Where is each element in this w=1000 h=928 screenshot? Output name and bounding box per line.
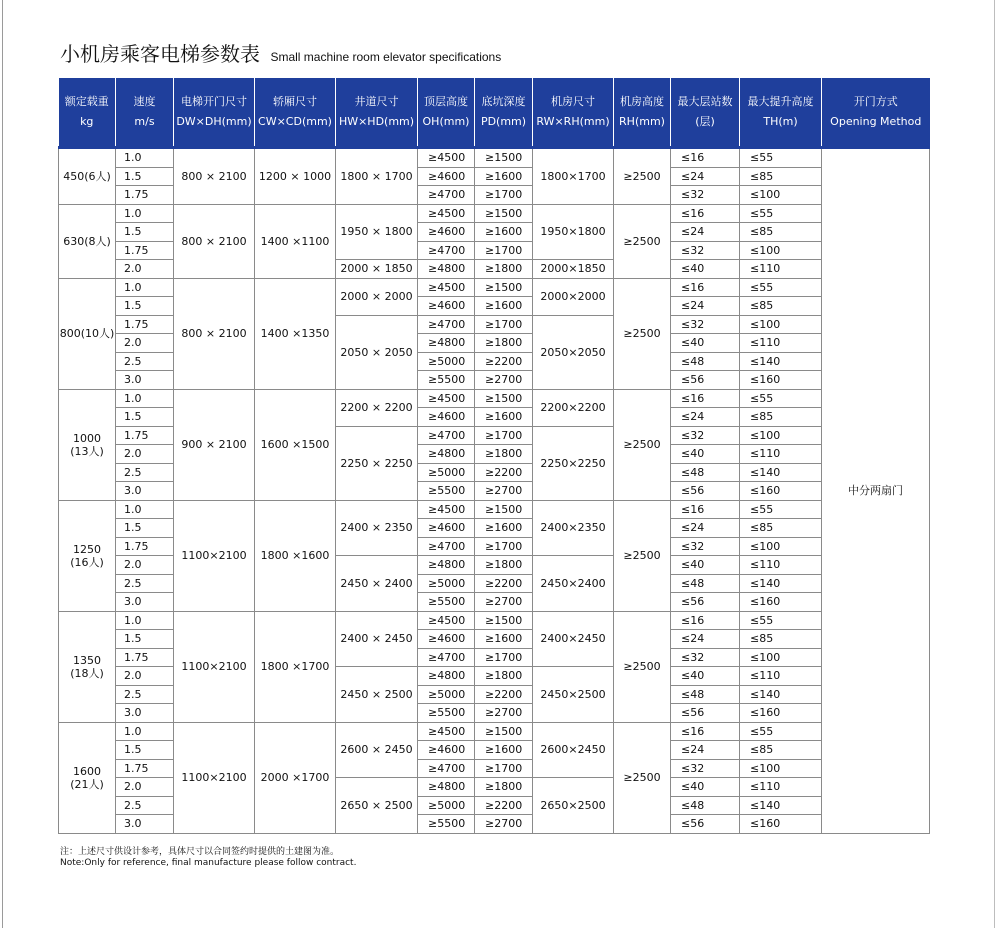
column-header-label: 顶层高度 [424,95,468,108]
column-header-label: 井道尺寸 [354,95,399,108]
cell-speed: 2.0 [116,334,174,353]
cell-max-floors: ≤32 [671,186,740,205]
column-header-unit: CW×CD(mm) [258,115,332,128]
cell-car-size: 1800 ×1700 [255,611,336,722]
table-row [59,500,930,519]
cell-pit-depth: ≥1600 [475,630,533,649]
cell-overhead: ≥4700 [418,186,475,205]
cell-travel-height: ≤100 [740,537,822,556]
cell-max-floors: ≤40 [671,334,740,353]
cell-travel-height: ≤160 [740,482,822,501]
cell-overhead: ≥4500 [418,500,475,519]
cell-pit-depth: ≥1500 [475,148,533,168]
cell-travel-height: ≤140 [740,574,822,593]
cell-machine-room-size: 2650×2500 [533,778,614,834]
cell-overhead: ≥4700 [418,315,475,334]
column-header-unit: PD(mm) [480,115,527,128]
cell-overhead: ≥5500 [418,371,475,390]
column-header-unit: TH(m) [763,115,798,128]
cell-speed: 1.75 [116,186,174,205]
column-header [116,78,174,148]
cell-overhead: ≥4700 [418,426,475,445]
column-header-unit: DW×DH(mm) [176,115,252,128]
column-header [740,78,822,148]
cell-overhead: ≥4500 [418,389,475,408]
cell-machine-room-height: ≥2500 [614,389,671,500]
cell-max-floors: ≤24 [671,519,740,538]
cell-travel-height: ≤140 [740,796,822,815]
column-header [614,78,671,148]
cell-speed: 1.0 [116,389,174,408]
column-header-label: 机房高度 [620,95,664,108]
cell-travel-height: ≤100 [740,241,822,260]
cell-speed: 1.0 [116,148,174,168]
cell-overhead: ≥4500 [418,148,475,168]
cell-travel-height: ≤85 [740,519,822,538]
cell-max-floors: ≤56 [671,704,740,723]
cell-speed: 2.0 [116,667,174,686]
cell-speed: 2.5 [116,574,174,593]
cell-travel-height: ≤55 [740,611,822,630]
cell-shaft-size: 2650 × 2500 [336,778,418,834]
cell-car-size: 1200 × 1000 [255,148,336,205]
column-header-unit: RW×RH(mm) [536,115,610,128]
cell-max-floors: ≤16 [671,148,740,168]
cell-pit-depth: ≥2200 [475,685,533,704]
cell-shaft-size: 2050 × 2050 [336,315,418,389]
cell-speed: 3.0 [116,593,174,612]
cell-speed: 2.5 [116,685,174,704]
cell-travel-height: ≤100 [740,648,822,667]
cell-max-floors: ≤16 [671,389,740,408]
cell-pit-depth: ≥1500 [475,204,533,223]
cell-overhead: ≥4800 [418,260,475,279]
cell-speed: 1.5 [116,167,174,186]
cell-machine-room-size: 2000×1850 [533,260,614,279]
cell-travel-height: ≤85 [740,630,822,649]
cell-machine-room-height: ≥2500 [614,148,671,205]
cell-travel-height: ≤100 [740,426,822,445]
cell-speed: 2.5 [116,796,174,815]
cell-speed: 3.0 [116,371,174,390]
cell-machine-room-size: 2400×2450 [533,611,614,667]
column-header [255,78,336,148]
cell-travel-height: ≤110 [740,667,822,686]
cell-max-floors: ≤56 [671,482,740,501]
cell-speed: 1.75 [116,241,174,260]
cell-travel-height: ≤55 [740,204,822,223]
cell-max-floors: ≤40 [671,556,740,575]
table-row [59,389,930,408]
frame-border-right [994,0,995,928]
cell-pit-depth: ≥1800 [475,260,533,279]
cell-pit-depth: ≥1600 [475,519,533,538]
table-row [59,204,930,223]
cell-shaft-size: 2000 × 1850 [336,260,418,279]
cell-max-floors: ≤40 [671,260,740,279]
cell-door-size: 1100×2100 [174,500,255,611]
column-header-label: 最大层站数 [677,95,733,108]
column-header-label: 速度 [133,95,156,108]
cell-shaft-size: 2200 × 2200 [336,389,418,426]
cell-travel-height: ≤100 [740,186,822,205]
column-header [475,78,533,148]
cell-pit-depth: ≥1500 [475,278,533,297]
cell-pit-depth: ≥2200 [475,574,533,593]
cell-max-floors: ≤32 [671,759,740,778]
cell-shaft-size: 2400 × 2450 [336,611,418,667]
cell-speed: 1.0 [116,500,174,519]
cell-pit-depth: ≥1800 [475,778,533,797]
column-header-unit: kg [80,115,94,128]
cell-travel-height: ≤140 [740,463,822,482]
table-row [59,148,930,168]
column-header [418,78,475,148]
cell-speed: 1.5 [116,408,174,427]
cell-pit-depth: ≥1700 [475,648,533,667]
cell-car-size: 1800 ×1600 [255,500,336,611]
cell-overhead: ≥4700 [418,759,475,778]
cell-machine-room-size: 2000×2000 [533,278,614,315]
cell-overhead: ≥5500 [418,704,475,723]
column-header-unit: HW×HD(mm) [338,115,415,128]
cell-max-floors: ≤16 [671,204,740,223]
cell-machine-room-size: 1950×1800 [533,204,614,260]
cell-travel-height: ≤55 [740,148,822,168]
column-header-label: 电梯开门尺寸 [181,95,247,108]
cell-pit-depth: ≥2700 [475,704,533,723]
cell-overhead: ≥5500 [418,482,475,501]
cell-overhead: ≥4800 [418,556,475,575]
column-header [822,78,930,148]
column-header-label: 最大提升高度 [747,95,814,108]
cell-rated-load: 630(8人) [59,204,116,278]
cell-speed: 1.5 [116,223,174,242]
cell-speed: 2.0 [116,260,174,279]
cell-pit-depth: ≥2200 [475,796,533,815]
cell-machine-room-height: ≥2500 [614,500,671,611]
cell-machine-room-size: 2450×2500 [533,667,614,723]
cell-pit-depth: ≥1700 [475,241,533,260]
cell-machine-room-size: 2200×2200 [533,389,614,426]
table-body [59,148,930,834]
table-row [59,278,930,297]
cell-max-floors: ≤32 [671,315,740,334]
cell-machine-room-size: 2250×2250 [533,426,614,500]
cell-speed: 1.75 [116,537,174,556]
cell-travel-height: ≤110 [740,445,822,464]
cell-speed: 2.0 [116,445,174,464]
column-header-unit: RH(mm) [619,115,665,128]
table-row [59,722,930,741]
cell-travel-height: ≤55 [740,389,822,408]
column-header-label: 轿厢尺寸 [273,95,317,108]
cell-pit-depth: ≥2200 [475,463,533,482]
cell-overhead: ≥4600 [418,741,475,760]
cell-max-floors: ≤32 [671,537,740,556]
cell-pit-depth: ≥1500 [475,389,533,408]
cell-shaft-size: 2000 × 2000 [336,278,418,315]
cell-car-size: 1600 ×1500 [255,389,336,500]
cell-pit-depth: ≥1500 [475,500,533,519]
table-row [59,611,930,630]
cell-pit-depth: ≥1600 [475,167,533,186]
cell-speed: 1.75 [116,759,174,778]
column-header-unit: m/s [134,115,155,128]
cell-speed: 3.0 [116,815,174,834]
cell-pit-depth: ≥2700 [475,482,533,501]
cell-travel-height: ≤100 [740,759,822,778]
cell-max-floors: ≤48 [671,463,740,482]
column-header [336,78,418,148]
cell-travel-height: ≤110 [740,334,822,353]
cell-overhead: ≥5500 [418,593,475,612]
cell-overhead: ≥4800 [418,778,475,797]
column-header-label: 开门方式 [853,95,898,108]
cell-max-floors: ≤24 [671,741,740,760]
cell-speed: 1.0 [116,722,174,741]
page-title [60,38,501,67]
cell-shaft-size: 2400 × 2350 [336,500,418,556]
column-header-unit: OH(mm) [422,115,470,128]
cell-pit-depth: ≥1600 [475,223,533,242]
cell-machine-room-size: 2050×2050 [533,315,614,389]
cell-speed: 1.75 [116,315,174,334]
cell-speed: 1.0 [116,278,174,297]
cell-machine-room-size: 2450×2400 [533,556,614,612]
cell-shaft-size: 1950 × 1800 [336,204,418,260]
cell-pit-depth: ≥2700 [475,371,533,390]
cell-overhead: ≥4800 [418,334,475,353]
cell-rated-load: 1600 (21人) [59,722,116,833]
cell-pit-depth: ≥1500 [475,722,533,741]
cell-machine-room-height: ≥2500 [614,722,671,833]
cell-overhead: ≥4800 [418,445,475,464]
column-header-label: 机房尺寸 [551,95,595,108]
cell-machine-room-size: 1800×1700 [533,148,614,205]
cell-travel-height: ≤140 [740,352,822,371]
cell-pit-depth: ≥1800 [475,667,533,686]
cell-max-floors: ≤32 [671,426,740,445]
cell-door-size: 1100×2100 [174,722,255,833]
cell-max-floors: ≤56 [671,371,740,390]
cell-max-floors: ≤32 [671,241,740,260]
frame-border-left [2,0,3,928]
cell-overhead: ≥5000 [418,463,475,482]
cell-speed: 1.0 [116,204,174,223]
column-header-label: 底坑深度 [481,95,526,108]
footnote-en: Note:Only for reference, final manufacture please follow contract. [60,858,357,868]
cell-rated-load: 800(10人) [59,278,116,389]
cell-pit-depth: ≥1700 [475,537,533,556]
page-title-cn: 小机房乘客电梯参数表 [60,42,260,66]
cell-shaft-size: 2450 × 2500 [336,667,418,723]
column-header-label: 额定载重 [64,95,109,108]
cell-max-floors: ≤16 [671,500,740,519]
cell-travel-height: ≤160 [740,704,822,723]
cell-rated-load: 1250 (16人) [59,500,116,611]
column-header-unit: (层) [695,115,715,128]
cell-max-floors: ≤48 [671,352,740,371]
cell-pit-depth: ≥1800 [475,445,533,464]
cell-overhead: ≥5500 [418,815,475,834]
cell-rated-load: 1350 (18人) [59,611,116,722]
cell-travel-height: ≤110 [740,778,822,797]
cell-max-floors: ≤40 [671,778,740,797]
cell-pit-depth: ≥1700 [475,315,533,334]
cell-travel-height: ≤55 [740,278,822,297]
cell-max-floors: ≤40 [671,445,740,464]
cell-pit-depth: ≥1500 [475,611,533,630]
cell-pit-depth: ≥2700 [475,815,533,834]
column-header-unit: Opening Method [830,115,922,128]
cell-machine-room-height: ≥2500 [614,278,671,389]
cell-pit-depth: ≥1700 [475,186,533,205]
cell-speed: 2.0 [116,778,174,797]
cell-speed: 1.5 [116,741,174,760]
cell-overhead: ≥4500 [418,278,475,297]
column-header [174,78,255,148]
cell-max-floors: ≤48 [671,574,740,593]
cell-max-floors: ≤24 [671,630,740,649]
table-header-row [59,78,930,148]
cell-pit-depth: ≥1700 [475,426,533,445]
cell-door-size: 800 × 2100 [174,278,255,389]
cell-speed: 1.5 [116,630,174,649]
cell-overhead: ≥4700 [418,648,475,667]
cell-overhead: ≥4700 [418,537,475,556]
cell-travel-height: ≤160 [740,593,822,612]
cell-travel-height: ≤160 [740,371,822,390]
cell-speed: 2.5 [116,463,174,482]
cell-shaft-size: 1800 × 1700 [336,148,418,205]
cell-pit-depth: ≥1800 [475,556,533,575]
cell-overhead: ≥4500 [418,722,475,741]
cell-travel-height: ≤160 [740,815,822,834]
footnote-cn: 注：上述尺寸供设计参考，具体尺寸以合同签约时提供的土建图为准。 [60,847,340,857]
cell-shaft-size: 2450 × 2400 [336,556,418,612]
cell-machine-room-size: 2600×2450 [533,722,614,778]
cell-max-floors: ≤16 [671,722,740,741]
cell-overhead: ≥4500 [418,204,475,223]
cell-travel-height: ≤85 [740,297,822,316]
cell-travel-height: ≤110 [740,260,822,279]
cell-speed: 1.75 [116,426,174,445]
cell-travel-height: ≤140 [740,685,822,704]
cell-travel-height: ≤85 [740,408,822,427]
cell-speed: 3.0 [116,704,174,723]
cell-max-floors: ≤56 [671,593,740,612]
page-title-en: Small machine room elevator specifications [270,50,502,64]
cell-travel-height: ≤85 [740,741,822,760]
cell-max-floors: ≤48 [671,796,740,815]
cell-travel-height: ≤110 [740,556,822,575]
cell-max-floors: ≤32 [671,648,740,667]
cell-rated-load: 1000 (13人) [59,389,116,500]
cell-machine-room-height: ≥2500 [614,204,671,278]
cell-max-floors: ≤48 [671,685,740,704]
cell-pit-depth: ≥2200 [475,352,533,371]
cell-overhead: ≥4600 [418,167,475,186]
cell-max-floors: ≤24 [671,167,740,186]
cell-pit-depth: ≥2700 [475,593,533,612]
cell-speed: 2.5 [116,352,174,371]
cell-speed: 1.5 [116,297,174,316]
column-header [533,78,614,148]
cell-overhead: ≥5000 [418,352,475,371]
cell-door-size: 800 × 2100 [174,148,255,205]
cell-pit-depth: ≥1600 [475,741,533,760]
cell-speed: 1.75 [116,648,174,667]
cell-travel-height: ≤100 [740,315,822,334]
cell-car-size: 1400 ×1350 [255,278,336,389]
cell-overhead: ≥4600 [418,223,475,242]
cell-overhead: ≥4600 [418,297,475,316]
cell-max-floors: ≤40 [671,667,740,686]
cell-travel-height: ≤85 [740,167,822,186]
specification-table [58,78,930,834]
cell-pit-depth: ≥1700 [475,759,533,778]
footnote [60,847,356,869]
cell-overhead: ≥4700 [418,241,475,260]
cell-speed: 1.0 [116,611,174,630]
cell-machine-room-size: 2400×2350 [533,500,614,556]
cell-overhead: ≥5000 [418,574,475,593]
cell-overhead: ≥4600 [418,408,475,427]
cell-pit-depth: ≥1600 [475,408,533,427]
cell-max-floors: ≤24 [671,297,740,316]
cell-machine-room-height: ≥2500 [614,611,671,722]
cell-max-floors: ≤56 [671,815,740,834]
cell-max-floors: ≤24 [671,223,740,242]
cell-overhead: ≥4500 [418,611,475,630]
cell-rated-load: 450(6人) [59,148,116,205]
column-header [671,78,740,148]
cell-overhead: ≥5000 [418,796,475,815]
cell-opening-method: 中分两扇门 [822,148,930,834]
cell-max-floors: ≤24 [671,408,740,427]
cell-door-size: 800 × 2100 [174,204,255,278]
cell-overhead: ≥4600 [418,630,475,649]
cell-overhead: ≥5000 [418,685,475,704]
cell-overhead: ≥4800 [418,667,475,686]
cell-speed: 1.5 [116,519,174,538]
cell-speed: 2.0 [116,556,174,575]
cell-travel-height: ≤85 [740,223,822,242]
cell-travel-height: ≤55 [740,722,822,741]
cell-car-size: 1400 ×1100 [255,204,336,278]
cell-speed: 3.0 [116,482,174,501]
cell-car-size: 2000 ×1700 [255,722,336,833]
cell-shaft-size: 2250 × 2250 [336,426,418,500]
cell-travel-height: ≤55 [740,500,822,519]
cell-max-floors: ≤16 [671,278,740,297]
cell-door-size: 900 × 2100 [174,389,255,500]
cell-pit-depth: ≥1600 [475,297,533,316]
cell-max-floors: ≤16 [671,611,740,630]
cell-shaft-size: 2600 × 2450 [336,722,418,778]
cell-door-size: 1100×2100 [174,611,255,722]
cell-overhead: ≥4600 [418,519,475,538]
cell-pit-depth: ≥1800 [475,334,533,353]
column-header [59,78,116,148]
